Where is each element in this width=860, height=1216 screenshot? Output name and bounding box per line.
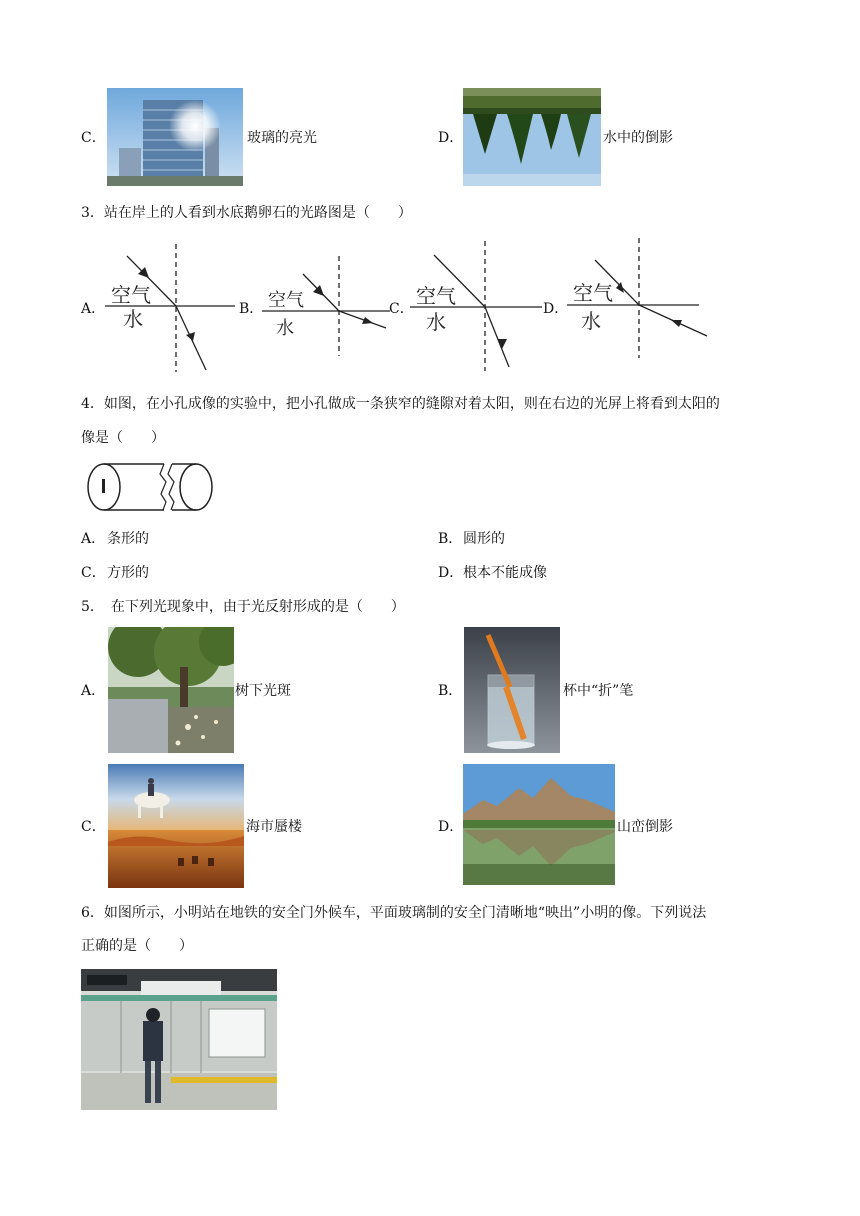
q5-option-c-label: C． <box>81 819 106 835</box>
water-label-d: 水 <box>581 309 601 333</box>
q4-stem-line1: 4．如图，在小孔成像的实验中，把小孔做成一条狭窄的缝隙对着太阳，则在右边的光屏上将看到太阳的 <box>81 396 720 412</box>
q4-option-c-label: C． <box>81 565 106 581</box>
q4-option-b-text: 圆形的 <box>463 531 505 547</box>
q2-option-d-label: D． <box>438 130 464 146</box>
q5-stem: 5． 在下列光现象中，由于光反射形成的是（ ） <box>81 599 405 615</box>
q2-option-d-text: 水中的倒影 <box>603 130 673 146</box>
q3-option-d-label: D． <box>543 301 569 317</box>
q3-option-c-label: C． <box>389 301 414 317</box>
q5-option-a-text: 树下光斑 <box>235 683 291 699</box>
q3-diagram-c <box>410 241 542 371</box>
q5-option-c-text: 海市蜃楼 <box>246 819 302 835</box>
water-label-c: 水 <box>426 310 446 334</box>
subway-platform-photo <box>81 969 277 1110</box>
pencil-in-glass-photo <box>464 627 560 753</box>
q3-diagram-b <box>262 256 390 356</box>
q2-option-c-label: C． <box>81 130 106 146</box>
q4-option-a-label: A． <box>81 531 106 547</box>
air-label-b: 空气 <box>268 290 304 311</box>
q3-stem: 3．站在岸上的人看到水底鹅卵石的光路图是（ ） <box>81 205 412 221</box>
mirage-photo <box>108 764 244 888</box>
tree-shade-photo <box>108 627 234 753</box>
q5-option-a-label: A． <box>81 683 106 699</box>
glass-building-photo <box>107 88 243 186</box>
water-reflection-photo <box>463 88 601 186</box>
q4-option-b-label: B． <box>438 531 463 547</box>
water-label-b: 水 <box>276 318 294 339</box>
q4-option-d-label: D． <box>438 565 464 581</box>
q3-option-a-label: A． <box>81 301 106 317</box>
q3-option-b-label: B． <box>239 301 264 317</box>
water-label-a: 水 <box>123 307 143 331</box>
q5-option-b-label: B． <box>438 683 463 699</box>
q3-diagram-d <box>567 238 709 358</box>
q4-option-c-text: 方形的 <box>107 565 149 581</box>
pinhole-camera-diagram <box>84 461 216 513</box>
q6-stem-line1: 6．如图所示，小明站在地铁的安全门外候车，平面玻璃制的安全门清晰地“映出”小明的像。下列说法 <box>81 905 707 921</box>
air-label-a: 空气 <box>111 283 151 307</box>
q4-option-d-text: 根本不能成像 <box>463 565 547 581</box>
air-label-d: 空气 <box>573 281 613 305</box>
q5-option-d-label: D． <box>438 819 464 835</box>
q4-option-a-text: 条形的 <box>107 531 149 547</box>
q6-stem-line2: 正确的是（ ） <box>81 938 193 954</box>
air-label-c: 空气 <box>416 284 456 308</box>
q2-option-c-text: 玻璃的亮光 <box>247 130 317 146</box>
q5-option-b-text: 杯中“折”笔 <box>563 683 634 699</box>
mountain-reflection-photo <box>463 764 615 885</box>
q4-stem-line2: 像是（ ） <box>81 430 165 446</box>
q5-option-d-text: 山峦倒影 <box>617 819 673 835</box>
q3-diagram-a <box>105 244 235 372</box>
